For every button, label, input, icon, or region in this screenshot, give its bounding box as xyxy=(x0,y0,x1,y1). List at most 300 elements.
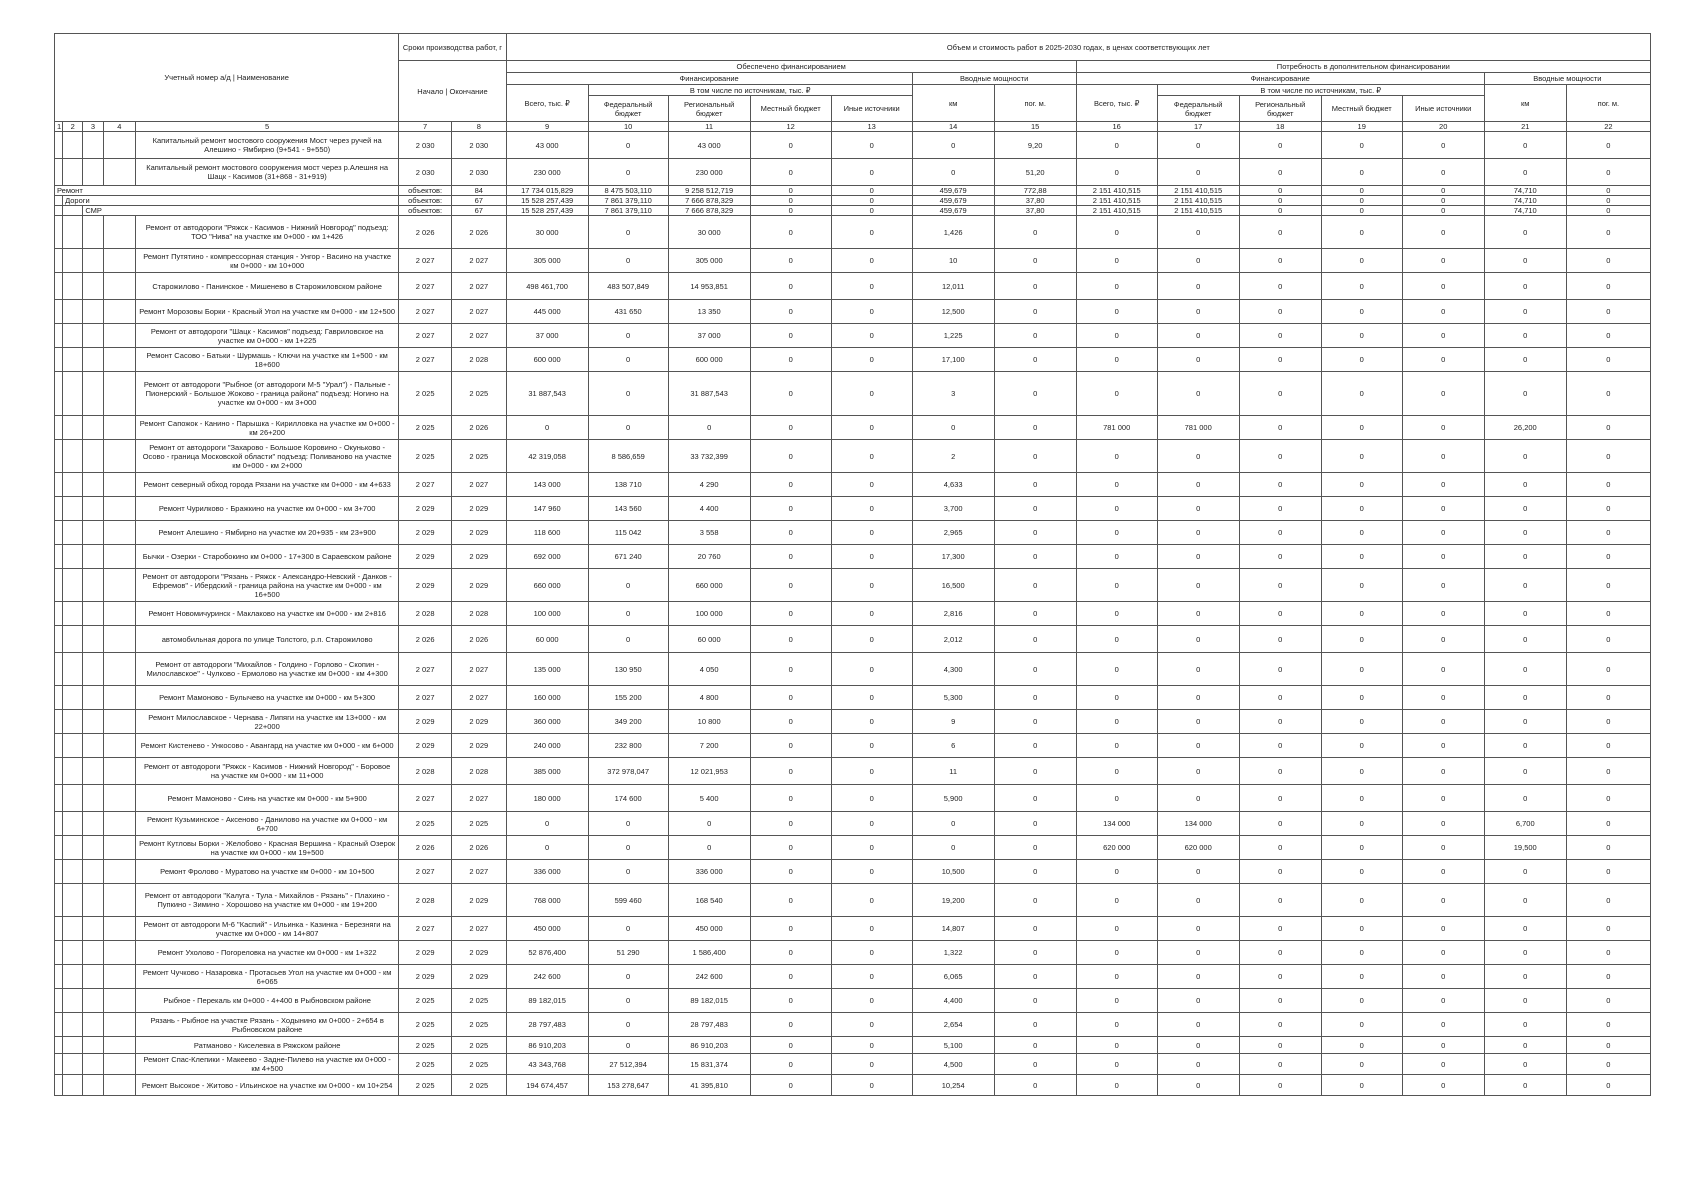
value-cell: 0 xyxy=(1076,686,1157,710)
value-cell: 0 xyxy=(1239,941,1321,965)
value-cell: 0 xyxy=(994,812,1076,836)
value-cell: 115 042 xyxy=(588,521,668,545)
value-cell: 431 650 xyxy=(588,300,668,324)
value-cell: 0 xyxy=(1076,348,1157,372)
value-cell: 138 710 xyxy=(588,473,668,497)
value-cell: 2 025 xyxy=(399,372,452,416)
value-cell: 2 029 xyxy=(451,521,506,545)
tree-indent-cell xyxy=(63,249,83,273)
value-cell: 0 xyxy=(750,653,831,686)
periods-header: Сроки производства работ, г xyxy=(399,34,506,61)
object-name: Ремонт от автодороги "Захарово - Большое Коровино - Окуньково - Осово - граница Московской области" подъезд: Поливаново на участке км 0+000 - км 2+000 xyxy=(135,440,398,473)
value-cell: 0 xyxy=(1402,416,1484,440)
value-cell: 2 029 xyxy=(451,734,506,758)
value-cell: 0 xyxy=(1402,1054,1484,1075)
object-name: Ремонт Ухолово - Погореловка на участке км 0+000 - км 1+322 xyxy=(135,941,398,965)
value-cell: 0 xyxy=(1321,273,1402,300)
column-index: 13 xyxy=(831,122,912,132)
value-cell: 2 027 xyxy=(399,686,452,710)
value-cell: 0 xyxy=(1239,132,1321,159)
value-cell: 0 xyxy=(588,1013,668,1037)
value-cell: 0 xyxy=(1076,569,1157,602)
tree-indent-cell xyxy=(63,1054,83,1075)
value-cell: 2 027 xyxy=(399,324,452,348)
value-cell: 0 xyxy=(1402,521,1484,545)
value-cell: 0 xyxy=(1402,273,1484,300)
value-cell: 0 xyxy=(1076,324,1157,348)
value-cell: 0 xyxy=(1484,545,1566,569)
value-cell: 0 xyxy=(1157,249,1239,273)
value-cell: 0 xyxy=(1239,884,1321,917)
tree-indent-cell xyxy=(103,497,135,521)
value-cell: 2 025 xyxy=(399,1075,452,1096)
value-cell: 0 xyxy=(831,758,912,785)
value-cell: 2 029 xyxy=(451,941,506,965)
value-cell: 0 xyxy=(1321,758,1402,785)
value-cell: 0 xyxy=(1239,159,1321,186)
value-cell: 28 797,483 xyxy=(668,1013,750,1037)
table-row xyxy=(55,273,1651,300)
value-cell: 2 029 xyxy=(399,734,452,758)
column-index-row xyxy=(55,122,1651,132)
group-label: Ремонт xyxy=(55,186,399,196)
tree-indent-cell xyxy=(83,884,103,917)
value-cell: 0 xyxy=(994,521,1076,545)
value-cell: 0 xyxy=(1566,196,1650,206)
object-name: Бычки - Озерки - Старобокино км 0+000 - 17+300 в Сараевском районе xyxy=(135,545,398,569)
value-cell: 0 xyxy=(1239,324,1321,348)
value-cell: 0 xyxy=(1566,686,1650,710)
value-cell: 0 xyxy=(1321,348,1402,372)
table-row xyxy=(55,569,1651,602)
tree-indent-cell xyxy=(83,812,103,836)
value-cell: 2 xyxy=(912,440,994,473)
value-cell: 2 029 xyxy=(451,497,506,521)
tree-indent-cell xyxy=(63,324,83,348)
value-cell: 0 xyxy=(994,497,1076,521)
value-cell: 2 026 xyxy=(451,216,506,249)
value-cell: 0 xyxy=(1239,186,1321,196)
tree-indent-cell xyxy=(83,686,103,710)
value-cell: 0 xyxy=(1076,440,1157,473)
value-cell: 0 xyxy=(912,836,994,860)
value-cell: 781 000 xyxy=(1076,416,1157,440)
value-cell: 2 030 xyxy=(399,159,452,186)
value-cell: 0 xyxy=(1402,653,1484,686)
value-cell: 0 xyxy=(912,812,994,836)
value-cell: 0 xyxy=(1566,602,1650,626)
tree-indent-cell xyxy=(55,686,63,710)
tree-indent-cell xyxy=(83,416,103,440)
value-cell: 0 xyxy=(1566,1075,1650,1096)
value-cell: 0 xyxy=(750,497,831,521)
value-cell: 0 xyxy=(1566,473,1650,497)
value-cell: 7 666 878,329 xyxy=(668,206,750,216)
value-cell: 6,065 xyxy=(912,965,994,989)
value-cell: 0 xyxy=(1321,159,1402,186)
value-cell: 0 xyxy=(912,132,994,159)
group-row-0 xyxy=(55,186,1651,196)
value-cell: 2 029 xyxy=(399,497,452,521)
value-cell: 0 xyxy=(1402,159,1484,186)
value-cell: 5,300 xyxy=(912,686,994,710)
value-cell: 84 xyxy=(451,186,506,196)
value-cell: 0 xyxy=(1157,653,1239,686)
value-cell: 2 027 xyxy=(451,473,506,497)
object-name: Ремонт от автодороги "Рыбное (от автодороги М-5 "Урал") - Пальные - Пионерский - Большое Жоково - граница района" подъезд: Ногино на участке км 0+000 - км 3+000 xyxy=(135,372,398,416)
column-index: 19 xyxy=(1321,122,1402,132)
tree-indent-cell xyxy=(55,812,63,836)
tree-indent-cell xyxy=(55,216,63,249)
value-cell: 2 027 xyxy=(399,348,452,372)
value-cell: 5,100 xyxy=(912,1037,994,1054)
value-cell: 0 xyxy=(588,836,668,860)
value-cell: 0 xyxy=(1321,440,1402,473)
value-cell: 0 xyxy=(1076,521,1157,545)
value-cell: 0 xyxy=(1402,860,1484,884)
tree-indent-cell xyxy=(55,545,63,569)
tree-indent-cell xyxy=(103,300,135,324)
tree-indent-cell xyxy=(63,653,83,686)
value-cell: 0 xyxy=(1076,473,1157,497)
value-cell: 0 xyxy=(994,324,1076,348)
object-name: Ремонт Мамоново - Булычево на участке км 0+000 - км 5+300 xyxy=(135,686,398,710)
value-cell: 0 xyxy=(750,416,831,440)
value-cell: 2 029 xyxy=(451,569,506,602)
value-cell: 2,012 xyxy=(912,626,994,653)
object-name: Рыбное - Перекаль км 0+000 - 4+400 в Рыбновском районе xyxy=(135,989,398,1013)
value-cell: 0 xyxy=(1402,758,1484,785)
value-cell: 0 xyxy=(1484,372,1566,416)
value-cell: 2 025 xyxy=(451,1013,506,1037)
value-cell: 620 000 xyxy=(1157,836,1239,860)
table-row xyxy=(55,348,1651,372)
capacity-header: Вводные мощности xyxy=(912,73,1076,85)
value-cell: 2 027 xyxy=(451,273,506,300)
value-cell: 0 xyxy=(831,440,912,473)
value-cell: 2 026 xyxy=(451,416,506,440)
tree-indent-cell xyxy=(83,965,103,989)
value-cell: 600 000 xyxy=(506,348,588,372)
value-cell: 0 xyxy=(1157,758,1239,785)
value-cell: 0 xyxy=(1157,1075,1239,1096)
value-cell: 0 xyxy=(588,965,668,989)
value-cell: 168 540 xyxy=(668,884,750,917)
tree-indent-cell xyxy=(55,1075,63,1096)
financing-table xyxy=(54,33,1651,1096)
tree-indent-cell xyxy=(63,602,83,626)
value-cell: 2 029 xyxy=(399,965,452,989)
value-cell: 147 960 xyxy=(506,497,588,521)
value-cell: 0 xyxy=(750,440,831,473)
value-cell: 0 xyxy=(506,416,588,440)
object-name: Ремонт Чурилково - Бражкино на участке км 0+000 - км 3+700 xyxy=(135,497,398,521)
value-cell: 0 xyxy=(750,734,831,758)
tree-indent-cell xyxy=(55,372,63,416)
value-cell: 0 xyxy=(1239,710,1321,734)
group-row-2 xyxy=(55,206,1651,216)
tree-indent-cell xyxy=(83,300,103,324)
value-cell: 0 xyxy=(1484,324,1566,348)
value-cell: 2 027 xyxy=(399,860,452,884)
value-cell: 0 xyxy=(831,159,912,186)
value-cell: 43 343,768 xyxy=(506,1054,588,1075)
tree-indent-cell xyxy=(103,324,135,348)
tree-indent-cell xyxy=(83,734,103,758)
value-cell: 0 xyxy=(1321,1037,1402,1054)
value-cell: 0 xyxy=(1484,497,1566,521)
value-cell: 0 xyxy=(588,989,668,1013)
column-index: 11 xyxy=(668,122,750,132)
value-cell: 0 xyxy=(1321,941,1402,965)
value-cell: 0 xyxy=(1566,860,1650,884)
value-cell: 768 000 xyxy=(506,884,588,917)
value-cell: 0 xyxy=(1157,734,1239,758)
value-cell: 0 xyxy=(912,416,994,440)
value-cell: 0 xyxy=(1076,860,1157,884)
object-name: Ремонт Сапожок - Канино - Парышка - Кирилловка на участке км 0+000 - км 26+200 xyxy=(135,416,398,440)
value-cell: 41 395,810 xyxy=(668,1075,750,1096)
value-cell: 0 xyxy=(831,1037,912,1054)
value-cell: 134 000 xyxy=(1157,812,1239,836)
object-name: Ремонт Высокое - Житово - Ильинское на участке км 0+000 - км 10+254 xyxy=(135,1075,398,1096)
column-index: 20 xyxy=(1402,122,1484,132)
value-cell: 1,426 xyxy=(912,216,994,249)
value-cell: 0 xyxy=(1239,569,1321,602)
tree-indent-cell xyxy=(103,416,135,440)
value-cell: 0 xyxy=(1239,917,1321,941)
value-cell: 660 000 xyxy=(668,569,750,602)
value-cell: 3 558 xyxy=(668,521,750,545)
table-row xyxy=(55,653,1651,686)
start-end-header: Начало | Окончание xyxy=(399,61,506,122)
value-cell: 0 xyxy=(1076,1013,1157,1037)
tree-indent-cell xyxy=(63,734,83,758)
tree-indent-cell xyxy=(103,348,135,372)
value-cell: 0 xyxy=(1484,860,1566,884)
tree-indent-cell xyxy=(103,941,135,965)
value-cell: 27 512,394 xyxy=(588,1054,668,1075)
column-index: 17 xyxy=(1157,122,1239,132)
sources-header: В том числе по источникам, тыс. ₽ xyxy=(588,85,912,96)
value-cell: 2 029 xyxy=(399,710,452,734)
value-cell: 33 732,399 xyxy=(668,440,750,473)
value-cell: 0 xyxy=(1321,196,1402,206)
value-cell: 60 000 xyxy=(506,626,588,653)
value-cell: 0 xyxy=(750,884,831,917)
value-cell: 2 027 xyxy=(399,785,452,812)
value-cell: 3 xyxy=(912,372,994,416)
value-cell: 0 xyxy=(1566,1037,1650,1054)
value-cell: 0 xyxy=(1402,473,1484,497)
value-cell: 0 xyxy=(1076,1075,1157,1096)
value-cell: 0 xyxy=(750,602,831,626)
value-cell: 0 xyxy=(1402,602,1484,626)
tree-indent-cell xyxy=(83,1013,103,1037)
value-cell: 230 000 xyxy=(668,159,750,186)
value-cell: 2 025 xyxy=(399,812,452,836)
value-cell: 0 xyxy=(1566,965,1650,989)
value-cell: 2 028 xyxy=(399,758,452,785)
value-cell: 0 xyxy=(1484,1037,1566,1054)
tree-indent-cell xyxy=(63,860,83,884)
value-cell: 336 000 xyxy=(506,860,588,884)
tree-indent-cell xyxy=(55,249,63,273)
value-cell: 2 028 xyxy=(399,602,452,626)
value-cell: 0 xyxy=(1157,884,1239,917)
value-cell: 781 000 xyxy=(1157,416,1239,440)
tree-indent-cell xyxy=(83,758,103,785)
table-row xyxy=(55,941,1651,965)
value-cell: 1 586,400 xyxy=(668,941,750,965)
value-cell: 0 xyxy=(1402,545,1484,569)
value-cell: 0 xyxy=(750,196,831,206)
value-cell: 0 xyxy=(1157,1037,1239,1054)
value-cell: 17 734 015,829 xyxy=(506,186,588,196)
value-cell: 0 xyxy=(750,324,831,348)
value-cell: 0 xyxy=(1076,710,1157,734)
value-cell: объектов: xyxy=(399,186,452,196)
value-cell: 0 xyxy=(750,941,831,965)
value-cell: 10,500 xyxy=(912,860,994,884)
value-cell: 0 xyxy=(1321,734,1402,758)
value-cell: 0 xyxy=(1484,159,1566,186)
value-cell: 2 025 xyxy=(399,1013,452,1037)
value-cell: 0 xyxy=(1566,132,1650,159)
table-row xyxy=(55,860,1651,884)
tree-indent-cell xyxy=(63,545,83,569)
value-cell: 0 xyxy=(1076,1037,1157,1054)
tree-indent-cell xyxy=(55,569,63,602)
value-cell: 19,500 xyxy=(1484,836,1566,860)
value-cell: 0 xyxy=(831,965,912,989)
value-cell: 0 xyxy=(994,860,1076,884)
value-cell: 0 xyxy=(831,785,912,812)
tree-indent-cell xyxy=(63,159,83,186)
value-cell: 30 000 xyxy=(506,216,588,249)
value-cell: 0 xyxy=(831,196,912,206)
tree-indent-cell xyxy=(103,758,135,785)
value-cell: 0 xyxy=(1321,1013,1402,1037)
value-cell: 0 xyxy=(994,473,1076,497)
value-cell: 0 xyxy=(1239,206,1321,216)
value-cell: 67 xyxy=(451,206,506,216)
value-cell: 0 xyxy=(1321,300,1402,324)
value-cell: 0 xyxy=(1484,132,1566,159)
tree-indent-cell xyxy=(63,941,83,965)
value-cell: 0 xyxy=(750,545,831,569)
need-header: Потребность в дополнительном финансировании xyxy=(1076,61,1650,73)
table-row xyxy=(55,440,1651,473)
value-cell: 305 000 xyxy=(668,249,750,273)
value-cell: 0 xyxy=(1076,545,1157,569)
value-cell: 60 000 xyxy=(668,626,750,653)
value-cell: 0 xyxy=(1402,812,1484,836)
value-cell: 0 xyxy=(1157,860,1239,884)
value-cell: 6 xyxy=(912,734,994,758)
value-cell: 0 xyxy=(1402,1013,1484,1037)
tree-indent-cell xyxy=(63,569,83,602)
tree-indent-cell xyxy=(83,653,103,686)
value-cell: 0 xyxy=(1321,836,1402,860)
value-cell: 0 xyxy=(1239,602,1321,626)
value-cell: 0 xyxy=(750,965,831,989)
value-cell: 0 xyxy=(1566,545,1650,569)
group-row-1 xyxy=(55,196,1651,206)
value-cell: 0 xyxy=(994,1037,1076,1054)
tree-indent-cell xyxy=(63,416,83,440)
value-cell: 2 030 xyxy=(451,159,506,186)
value-cell: 0 xyxy=(1402,206,1484,216)
bridge-row xyxy=(55,132,1651,159)
value-cell: 0 xyxy=(1402,249,1484,273)
column-index: 15 xyxy=(994,122,1076,132)
value-cell: 0 xyxy=(831,348,912,372)
value-cell: 0 xyxy=(1076,884,1157,917)
value-cell: 13 350 xyxy=(668,300,750,324)
value-cell: 4,500 xyxy=(912,1054,994,1075)
value-cell: 0 xyxy=(1239,686,1321,710)
secured-header: Обеспечено финансированием xyxy=(506,61,1076,73)
value-cell: 498 461,700 xyxy=(506,273,588,300)
column-index: 14 xyxy=(912,122,994,132)
table-row xyxy=(55,734,1651,758)
value-cell: 0 xyxy=(1402,836,1484,860)
value-cell: 0 xyxy=(912,159,994,186)
value-cell: 7 666 878,329 xyxy=(668,196,750,206)
value-cell: 0 xyxy=(1239,965,1321,989)
column-index: 22 xyxy=(1566,122,1650,132)
value-cell: 0 xyxy=(1321,372,1402,416)
value-cell: 0 xyxy=(750,216,831,249)
value-cell: 2 029 xyxy=(399,545,452,569)
value-cell: 0 xyxy=(831,941,912,965)
value-cell: 4,633 xyxy=(912,473,994,497)
value-cell: 0 xyxy=(1076,372,1157,416)
value-cell: 0 xyxy=(994,941,1076,965)
value-cell: 0 xyxy=(1402,917,1484,941)
value-cell: 671 240 xyxy=(588,545,668,569)
value-cell: 0 xyxy=(994,989,1076,1013)
value-cell: 0 xyxy=(1566,249,1650,273)
value-cell: 0 xyxy=(994,273,1076,300)
federal-header: Федеральный бюджет xyxy=(1157,96,1239,122)
value-cell: 0 xyxy=(1076,132,1157,159)
value-cell: 0 xyxy=(1484,785,1566,812)
value-cell: 0 xyxy=(831,917,912,941)
value-cell: 0 xyxy=(1157,159,1239,186)
value-cell: 0 xyxy=(1321,216,1402,249)
value-cell: 0 xyxy=(750,348,831,372)
value-cell: 4 050 xyxy=(668,653,750,686)
value-cell: 51,20 xyxy=(994,159,1076,186)
tree-indent-cell xyxy=(83,497,103,521)
local-header: Местный бюджет xyxy=(1321,96,1402,122)
object-name: Ремонт Чучково - Назаровка - Протасьев Угол на участке км 0+000 - км 6+065 xyxy=(135,965,398,989)
value-cell: 0 xyxy=(1321,965,1402,989)
value-cell: 0 xyxy=(831,734,912,758)
value-cell: 0 xyxy=(1321,186,1402,196)
value-cell: 0 xyxy=(1076,941,1157,965)
tree-indent-cell xyxy=(55,1054,63,1075)
value-cell: 0 xyxy=(831,300,912,324)
value-cell: 0 xyxy=(1076,734,1157,758)
object-name: Ремонт Морозовы Борки - Красный Угол на участке км 0+000 - км 12+500 xyxy=(135,300,398,324)
value-cell: 0 xyxy=(1402,132,1484,159)
tree-indent-cell xyxy=(55,710,63,734)
column-index: 1 xyxy=(55,122,63,132)
value-cell: 0 xyxy=(1076,785,1157,812)
